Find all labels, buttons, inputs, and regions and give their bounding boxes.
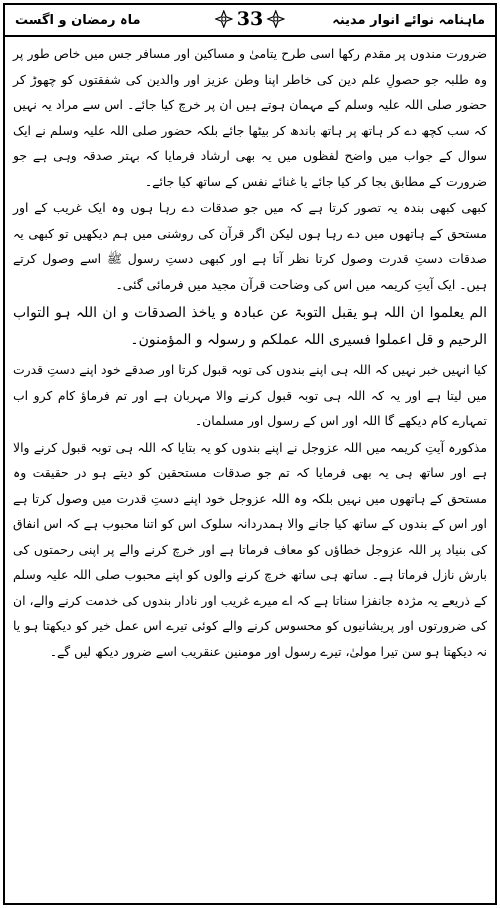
page-header [5,5,495,37]
ornament-icon [267,10,285,28]
ornament-icon [215,10,233,28]
paragraph: ضرورت مندوں پر مقدم رکھا اسی طرح یتامیٰ و مساکین اور مسافر جس میں خاص طور پر وہ طلبہ جو حصولِ علم دین کی خاطر اپنا وطن عزیز اور والدین کی شفقتوں کو چھوڑ کر حضور صلی اللہ علیہ وسلم کے مہمان ہوتے ہیں ان پر خرچ کیا جائے۔ اس سے مراد یہ نہیں کہ سب کچھ دے کر ہاتھ پر ہاتھ باندھ کر بیٹھا جائے بلکہ حضور صلی اللہ علیہ وسلم نے ایک سوال کے جواب میں واضح لفظوں میں یہ بھی ارشاد فرمایا کہ بہتر صدقہ وہی ہے جو ضرورت کے مطابق بجا کر کیا جائے یا غنائے نفس کے ساتھ کیا جائے۔ [13,46,487,189]
quran-verse: الم یعلموا ان اللہ ہو یقبل التوبۃ عن عبادہ و یاخذ الصدقات و ان اللہ ہو التواب الرحیم و قل اعملوا فسیری اللہ عملکم و رسولہ و المؤمنون۔ [13,305,487,348]
paragraph: کبھی کبھی بندہ یہ تصور کرتا ہے کہ میں جو صدقات دے رہا ہوں وہ ایک غریب کے اور مستحق کے ہاتھوں میں دے رہا ہوں لیکن اگر قرآن کی روشنی میں ہم دیکھیں تو کبھی یہ صدقات دستِ قدرت وصول کرتا نظر آتا ہے اور کبھی دستِ رسول ﷺ اسے وصول کرتے ہیں۔ ایک آیتِ کریمہ میں اس کی وضاحت قرآن مجید میں فرمائی گئی۔ [13,200,487,292]
verse-translation: کیا انہیں خبر نہیں کہ اللہ ہی اپنے بندوں کی توبہ قبول کرتا اور صدقے خود اپنے دستِ قدرت میں لیتا ہے اور یہ کہ اللہ ہی توبہ قبول کرنے والا مہربان ہے اور تم فرماؤ کام کرو اب تمہارے کام دیکھے گا اللہ اور اس کے رسول اور مسلمان۔ [13,362,487,428]
magazine-page [3,3,497,905]
page-number: 33 [236,8,264,30]
page-number-block [215,8,285,30]
magazine-title: ماہنامہ نوائے انوار مدینہ [332,12,485,28]
paragraph: مذکورہ آیتِ کریمہ میں اللہ عزوجل نے اپنے بندوں کو یہ بتایا کہ اللہ ہی توبہ قبول کرنے والا ہے اور ساتھ ہی یہ بھی فرمایا کہ تم جو صدقات مستحقین کو دیتے ہو در حقیقت وہ مستحق کے ہاتھوں میں نہیں بلکہ وہ اللہ عزوجل خود اپنے دستِ قدرت میں وصول کرتا ہے اور اس کے بندوں کے ساتھ کیا جانے والا ہمدردانہ سلوک اس کو اتنا محبوب ہے کہ اس انفاق کی بنیاد پر اللہ عزوجل خطاؤں کو معاف فرماتا ہے اور خرچ کرنے والے پر اپنی رحمتوں کی بارش نازل فرماتا ہے۔ ساتھ ہی ساتھ خرچ کرنے والوں کو اپنے محبوب صلی اللہ علیہ وسلم کے ذریعے یہ مژدہ جانفزا سناتا ہے کہ اے میرے غریب اور نادار بندوں کی خدمت کرنے والے، ان کی ضرورتوں اور پریشانیوں کو محسوس کرنے والے کوئی تیرے اس عمل خیر کو دیکھتا ہو یا نہ دیکھتا ہو سن تیرا مولیٰ، تیرے رسول اور مومنین عنقریب اسے ضرور دیکھ لیں گے۔ [13,439,487,659]
article-body [5,37,495,664]
issue-month: ماہ رمضان و اگست [15,12,141,28]
